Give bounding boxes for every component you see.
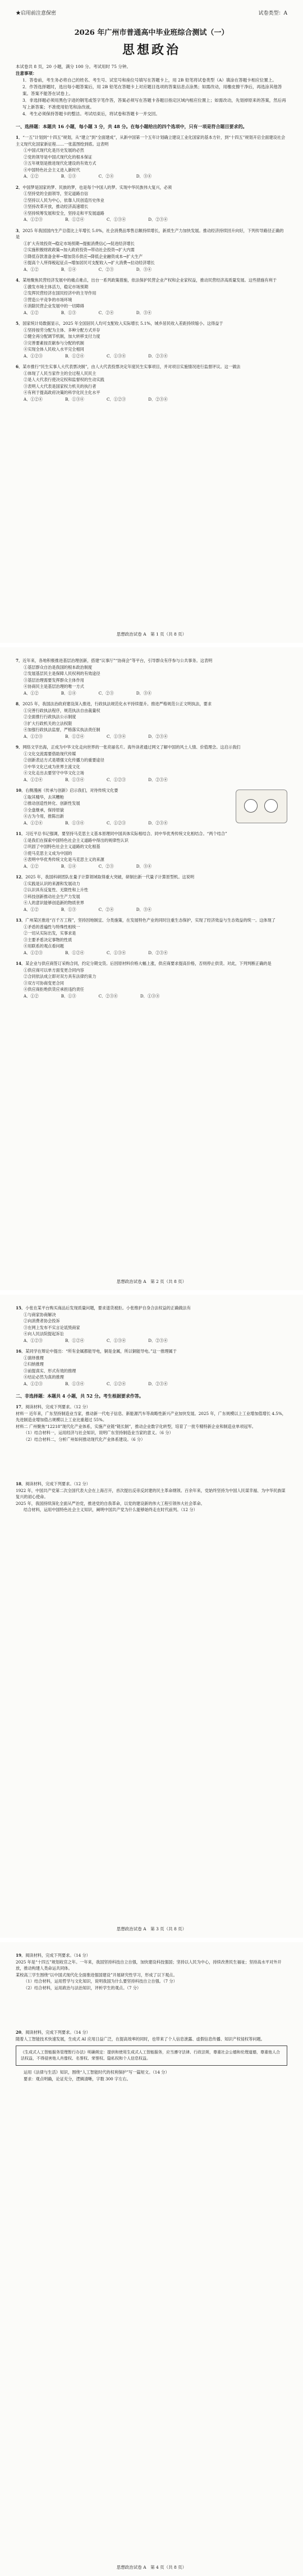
question-option: ④结论必然为真的推理: [24, 1375, 64, 1380]
question-option: ③全盘继承，保持原貌: [24, 807, 64, 813]
question-option: ①是我们在探索中国特色社会主义道路中得出的规律性认识: [24, 837, 128, 843]
question-text: 2025 年我国国内生产总值比上年增长 5.0%，社会消费品零售总额持续增长，新质生产力加快发展。推动经济持续回升向好，下列传导路径正确的是: [16, 228, 284, 239]
notice-item: 1．答卷前，考生务必将自己的姓名、考生号、试室号和座位号填写在答题卡上，用 2B 铅笔将试卷类型（A）填涂在答题卡相应位置上。: [22, 78, 277, 83]
question-text: 某同学在辩论中提出：“所有金属都能导电，铜是金属，所以铜能导电。”这一推理属于: [25, 1349, 177, 1354]
answer-choice: A．①②: [24, 906, 39, 912]
answer-choice: C．②③: [98, 863, 114, 869]
answer-choices: [16, 906, 287, 913]
question-1: [16, 134, 287, 180]
question-number: 5．: [16, 321, 23, 326]
answer-choices: [16, 1337, 287, 1344]
question-option: ①基层群众自治是我国的根本政治制度: [24, 664, 93, 670]
page-footer: 思想政治试卷 A 第 2 页（共 8 页）: [116, 1279, 187, 1284]
answer-choice: C．②③④: [98, 993, 118, 999]
question-option: ④人的意识能够创造新的物质世界: [24, 900, 84, 905]
question-text: 国家统计局数据显示，2025 年全国居民人均可支配收入实际增长 5.1%，城乡居民收入差距持续缩小。这得益于: [22, 321, 223, 326]
question-option: ①实践是认识的来源和发展动力: [24, 881, 80, 886]
question-stem: [16, 874, 287, 881]
essay-heading: [16, 1404, 287, 1411]
section-heading: 二、非选择题：本题共 4 小题，共 52 分。考生根据要求作答。: [16, 1393, 144, 1399]
question-option: ④消除民营企业发展中的一切障碍: [24, 303, 84, 309]
question-15: [16, 1305, 287, 1344]
answer-choice: B．①②④: [65, 1337, 84, 1343]
question-option: ④供应商拒绝供货应承担违约责任: [24, 987, 84, 992]
question-stem: [16, 960, 287, 967]
question-option: ③使马克思主义成为中国的: [24, 850, 72, 856]
question-number: 1．: [16, 135, 23, 140]
question-16: [16, 1348, 287, 1387]
essay-title: 阅读材料，完成下列要求。（14 分）: [25, 1953, 90, 1958]
essay-material: 材料一 近年来，广东坚持制造业当家，推动新一代电子信息、新能源汽车等战略性新兴产业加快发展。2025 年，广东规模以上工业增加值增长 4.5%，先进制造业增加值占规模以上工业比重超过 55%。: [16, 1411, 286, 1422]
essay-question-18: [16, 1481, 287, 1547]
answer-choice: D．②③④: [148, 396, 168, 402]
answer-choice: B．①②④: [65, 353, 84, 359]
question-option: ②党的领导是中国式现代化的根本保证: [24, 154, 93, 160]
question-option: ①坚持党的全面领导，坚定道路自信: [24, 191, 89, 196]
question-option: ③主要矛盾决定事物的性质: [24, 937, 72, 942]
question-6: [16, 364, 287, 402]
question-option: ①演绎推理: [24, 1355, 44, 1360]
answer-choice: B．①④: [61, 266, 76, 272]
notice-item: 3．非选择题必须用黑色字迹的钢笔或签字笔作答，答案必须写在答题卡各题目指定区域内相应位置上；如需改动，先划掉原来的答案，然后再写上新答案；不准使用铅笔和涂改液。: [22, 98, 286, 110]
question-option: ③基层治理需要发挥群众主体作用: [24, 677, 84, 683]
answer-choice: C．②④: [98, 310, 114, 315]
page-footer: 思想政治试卷 A 第 4 页（共 8 页）: [116, 2565, 187, 2570]
question-option: ①中国式现代化是历史发展的必然: [24, 148, 84, 153]
question-stem: [16, 184, 287, 191]
answer-choice: C．①③④: [107, 1337, 126, 1343]
question-option: ①与商家协商解决: [24, 1312, 56, 1317]
question-option: ③在网上发布不实言论诋毁商家: [24, 1325, 80, 1330]
essay-quote-box: 《生成式人工智能服务管理暂行办法》明确规定：提供和使用生成式人工智能服务，应当遵守法律、行政法规，尊重社会公德和伦理道德，尊重他人合法权益，不得侵害他人肖像权、名誉权、荣誉权、隐私权和个人信息权益。: [16, 2046, 287, 2066]
essay-material: 2025 年是“十四五”规划收官之年。一年来，我国坚持科技自立自强，加快建设科技强国；坚持以人民为中心，持续改善民生福祉；坚持高水平对外开放，推动构建人类命运共同体。: [16, 1959, 282, 1971]
answer-choices: [16, 820, 230, 827]
question-option: ②健全再分配调节机制，加大转移支付力度: [24, 334, 100, 339]
essay-task: 结合材料，运用中国特色社会主义知识，阐明中国共产党为什么能够始终走在时代前列。（12 分）: [24, 1507, 198, 1512]
essay-title: 阅读材料，完成下列要求。（14 分）: [25, 2030, 90, 2035]
exam-info: 本试卷共 8 页，20 小题，满分 100 分。考试用时 75 分钟。: [16, 64, 131, 69]
question-option: ②归纳推理: [24, 1362, 44, 1367]
answer-choice: B．①③: [61, 174, 76, 179]
answer-choice: B．①④: [61, 690, 76, 696]
answer-choices: [16, 950, 287, 956]
question-stem: [16, 228, 287, 241]
answer-choice: D．②③④: [148, 1381, 168, 1386]
answer-choice: B．①②④: [65, 950, 84, 955]
question-14: [16, 960, 287, 999]
question-stem: [16, 364, 287, 370]
question-number: 8．: [16, 701, 23, 706]
question-2: [16, 184, 287, 223]
question-3: [16, 228, 287, 273]
question-option: ①供应商可以单方面变更合同内容: [24, 967, 84, 973]
answer-choice: A．①②: [24, 993, 39, 999]
top-line: [16, 9, 287, 16]
essay-heading: [16, 2029, 287, 2036]
question-text: 某市推行“民生实事人大代表票决制”，由人大代表投票决定年度民生实事项目，并对项目实施情况进行监督评议。这一做法: [22, 364, 241, 369]
notice-title: 注意事项：: [16, 71, 37, 76]
essay-task: （2）结合材料二，分析广州如何推动现代化产业体系建设。（6 分）: [24, 1436, 145, 1442]
answer-choice: C．①③④: [107, 950, 126, 955]
question-stem: [16, 744, 287, 751]
essay-title: 阅读材料，完成下列要求。（12 分）: [25, 1481, 90, 1486]
answer-choices: [16, 266, 287, 273]
answer-choice: B．①②④: [65, 733, 84, 739]
question-text: 某地聚焦民营经济发展中的痛点难点，出台一系列政策措施，依法保护民营企业产权和企业家权益，推动民营经济高质量发展。这些措施有利于: [22, 278, 277, 283]
question-text: 网络文学出海，正成为中华文化走向世界的一张亮丽名片。海外读者通过网文了解中国的风土人情、价值理念。这启示我们: [22, 745, 241, 750]
question-option: ④提高个人所得税起征点→增加居民可支配收入→扩大消费→拉动经济增长: [24, 260, 155, 265]
answer-choice: D．②③④: [148, 217, 168, 222]
answer-choice: D．③④: [136, 690, 152, 696]
question-option: ②合同依法成立即对双方具有法律约束力: [24, 974, 97, 979]
answer-choice: C．②④: [98, 906, 114, 912]
answer-choice: A．①②: [24, 310, 39, 315]
question-option: ③扩大行政机关的立法权限: [24, 720, 72, 726]
question-option: ①体现了人民当家作主的全过程人民民主: [24, 370, 97, 376]
answer-choices: [16, 993, 287, 1000]
question-option: ①完善行政执法程序，规范执法自由裁量权: [24, 708, 100, 713]
answer-choices: [16, 733, 287, 740]
question-option: ④用联系的观点看问题: [24, 944, 64, 949]
question-text: 某企业与供应商签订采购合同，约定分期交货。后因原材料价格大幅上涨，供应商要求提高价格，否则停止供货。对此，下列判断正确的是: [25, 961, 272, 966]
answer-choice: B．①②④: [65, 217, 84, 222]
question-option: ③降低存款准备金率→增加货币供应→降低企业融资成本→扩大生产: [24, 253, 143, 259]
answer-choice: A．①②④: [24, 396, 43, 402]
answer-choice: C．①②④: [107, 1381, 126, 1386]
question-option: ②发挥民营经济在国民经济中的主导作用: [24, 291, 97, 296]
cartoon-figure-icon: [244, 799, 258, 813]
question-option: ②坚持以人民为中心，依靠人民创造历史伟业: [24, 197, 104, 203]
question-option: ④文化走出去要坚守中华文化立场: [24, 770, 84, 775]
question-option: ③营造公平竞争的市场环境: [24, 297, 72, 302]
answer-choice: D．③④: [136, 906, 152, 912]
essay-title: 阅读材料，完成下列要求。（12 分）: [25, 1404, 90, 1409]
answer-choice: D．③④: [136, 863, 152, 869]
answer-choice: C．①③④: [107, 353, 126, 359]
question-option: ④实现全体人民收入水平完全相同: [24, 347, 84, 352]
essay-heading: [16, 1481, 287, 1487]
question-number: 2．: [16, 184, 23, 190]
answer-choice: D．②③④: [148, 353, 168, 359]
page-2: [0, 647, 303, 1290]
question-stem: [16, 657, 287, 664]
question-text: 中国梦是国家的梦、民族的梦，也是每个中国人的梦。实现中华民族伟大复兴，必须: [22, 184, 172, 190]
exam-title: 2026 年广州市普通高中毕业班综合测试（一）: [74, 29, 229, 37]
page-footer: 思想政治试卷 A 第 3 页（共 8 页）: [116, 1926, 187, 1931]
question-option: ④表明中华优秀传统文化是马克思主义的来源: [24, 857, 104, 862]
answer-choices: [16, 1381, 287, 1387]
question-option: ④协商民主是基层治理的唯一方式: [24, 684, 84, 689]
paper-type: 试卷类型：A: [258, 11, 287, 16]
question-number: 12．: [16, 874, 26, 879]
question-number: 9．: [16, 745, 23, 750]
question-option: ③中华文化已成为世界主流文化: [24, 764, 80, 769]
answer-choice: C．②④: [98, 174, 114, 179]
notice-item: 4．考生必须保持答题卡的整洁。考试结束后，将试卷和答题卡一并交回。: [22, 111, 160, 116]
question-13: [16, 917, 287, 956]
answer-space: [16, 1513, 287, 1547]
question-number: 4．: [16, 278, 23, 283]
essay-task: （1）结合材料一，运用经济与社会知识，说明广东坚持制造业当家的意义。（6 分）: [24, 1430, 173, 1435]
answer-choice: D．①③④: [140, 993, 160, 999]
question-option: ①扩大有效投资→稳定市场预期→提振消费信心→促进经济增长: [24, 241, 135, 246]
question-number: 17．: [16, 1404, 26, 1409]
question-number: 6．: [16, 364, 23, 369]
answer-choice: C．②③: [98, 266, 114, 272]
answer-choice: A．①②③: [24, 950, 43, 955]
question-number: 3．: [16, 228, 23, 233]
question-number: 7．: [16, 658, 23, 663]
answer-choice: B．①③④: [65, 820, 84, 826]
question-4: [16, 277, 287, 316]
question-7: [16, 657, 287, 696]
answer-choices: [16, 690, 287, 697]
page-3: [0, 1295, 303, 1938]
essay-task: 要求：观点明确，论证充分，逻辑清晰，字数 300 字左右。: [24, 2076, 131, 2081]
question-number: 14．: [16, 961, 26, 966]
answer-choice: A．①②③: [24, 733, 43, 739]
answer-choice: A．①②③: [24, 1337, 43, 1343]
question-option: ②认识具有反复性、无限性和上升性: [24, 887, 89, 892]
question-option: ③完善要素按贡献参与分配的机制: [24, 340, 84, 346]
question-option: ③前提真实、形式有效的推理: [24, 1368, 76, 1373]
question-option: ②发展基层民主是保障人民权利的有效途径: [24, 671, 100, 676]
question-text: 广州某区推进“百千万工程”，坚持因地制宜、分类施策，在发展特色产业的同时注重生态保护，实现了经济效益与生态效益的统一。这体现了: [25, 918, 276, 923]
answer-choice: A．①②③: [24, 217, 43, 222]
essay-question-19: [16, 1952, 287, 2025]
question-option: ③表明人大代表是国家权力机关的执行者: [24, 383, 97, 389]
answer-choice: B．①③④: [65, 777, 84, 782]
answer-choice: D．②③④: [148, 820, 168, 826]
subject-title: 思想政治: [122, 43, 181, 57]
question-option: ②一切从实际出发，实事求是: [24, 931, 76, 936]
question-option: ③五年规划是推进现代化建设的有效方式: [24, 161, 97, 166]
question-11: [16, 831, 287, 869]
question-8: [16, 701, 287, 740]
answer-choice: B．①③④: [65, 396, 84, 402]
answer-choice: D．③④: [136, 174, 152, 179]
section-heading: 一、选择题：本题共 16 小题，每小题 3 分，共 48 分。在每小题给出的四个选项中，只有一项是符合题目要求的。: [16, 124, 247, 129]
answer-choices: [16, 777, 287, 783]
question-9: [16, 744, 287, 783]
answer-choices: [16, 863, 287, 870]
answer-choice: B．①③: [61, 906, 76, 912]
essay-question-20: [16, 2029, 287, 2116]
answer-choice: C．①③④: [107, 217, 126, 222]
question-text: 小张在某平台购买商品后发现质量问题，要求退货被拒。小张维护自身合法权益的正确做法有: [25, 1305, 191, 1310]
answer-choice: D．③④: [136, 266, 152, 272]
answer-choices: [16, 173, 287, 180]
question-12: [16, 874, 287, 913]
question-stem: [16, 917, 287, 924]
page-footer: 思想政治试卷 A 第 1 页（共 8 页）: [116, 632, 187, 637]
question-text: 2025 年，我国科研团队在量子计算领域取得重大突破，研制出新一代量子计算原型机。这说明: [25, 874, 195, 879]
question-option: ②向消费者协会投诉: [24, 1318, 60, 1323]
question-number: 10．: [16, 788, 26, 793]
answer-choice: A．①②③: [24, 353, 43, 359]
essay-task: 运用《法律与生活》知识，围绕“人工智能时代的权利保护”写一篇短文。（14 分）: [24, 2070, 169, 2075]
essay-question-17: [16, 1404, 287, 1476]
essay-task: （2）结合材料，运用政治与法治知识，评析学生的观点。（7 分）: [24, 1985, 141, 1990]
question-stem: [16, 831, 287, 837]
question-option: ①激发市场主体活力，稳定市场预期: [24, 284, 89, 289]
answer-choice: D．②③④: [148, 733, 168, 739]
answer-choice: C．①②③: [107, 777, 126, 782]
question-number: 16．: [16, 1349, 26, 1354]
page-4: [0, 1942, 303, 2576]
answer-choices: [16, 216, 287, 223]
essay-task: （1）结合材料，运用哲学与文化知识，说明我国为什么要坚持科技自立自强。（7 分）: [24, 1979, 177, 1984]
question-option: ④古为今用，推陈出新: [24, 814, 64, 819]
question-option: ②创新表达方式是增强文化传播力的重要途径: [24, 758, 104, 763]
cartoon-figure-icon: [264, 799, 278, 813]
question-text: 近年来，各地积极推进基层治理创新，搭建“议事厅”“协商会”等平台，引导群众有序参与公共事务。这表明: [22, 658, 213, 663]
notice-item: 2．作答选择题时，选出每小题答案后，用 2B 铅笔在答题卡上对应题目选项的答案信息点涂黑；如需改动，用橡皮擦干净后，再选涂其他答案。答案不能答在试卷上。: [22, 84, 282, 96]
question-option: ②推动创造性转化、创新性发展: [24, 801, 80, 806]
question-option: ①取其精华，去其糟粕: [24, 794, 64, 800]
answer-choice: C．②③: [98, 690, 114, 696]
answer-choices: [16, 353, 287, 360]
question-number: 18．: [16, 1481, 26, 1486]
answer-choice: A．①②: [24, 174, 39, 179]
question-text: 2025 年，我国法治政府建设深入推进，行政执法规范化水平持续提升。推进严格规范公正文明执法，要求: [22, 701, 212, 706]
question-number: 11．: [16, 831, 26, 836]
question-option: ②实施积极财政政策→加大政府投资→带动社会投资→扩大内需: [24, 247, 135, 252]
essay-material: 1922 年，中国共产党第二次全国代表大会在上海召开，首次提出反帝反封建的民主革命纲领。百余年来，党始终坚持为中国人民谋幸福、为中华民族谋复兴的初心使命。: [16, 1487, 286, 1499]
question-stem: [16, 1305, 287, 1312]
question-option: ④坚持统筹发展和安全，坚持走和平发展道路: [24, 210, 104, 216]
question-option: ④中国特色社会主义进入新时代: [24, 167, 80, 173]
question-text: 右侧漫画《传承与创新》启示我们，对待传统文化要: [25, 788, 118, 793]
question-stem: [16, 277, 287, 284]
answer-choice: D．②③④: [148, 950, 168, 955]
essay-material: 随着人工智能技术快速发展，生成式 AI 应用日益广泛，在提高效率的同时，也带来了个人信息泄露、虚假信息传播、知识产权侵权等问题。: [16, 2036, 265, 2042]
answer-choice: D．②③④: [148, 1337, 168, 1343]
question-stem: [16, 701, 287, 708]
question-option: ①矛盾的普遍性与特殊性相统一: [24, 924, 80, 929]
question-option: ④有利于提高政府决策的科学化民主化水平: [24, 390, 100, 395]
question-option: ③科技创新推动社会生产力发展: [24, 894, 80, 899]
answer-choice: A．①②④: [24, 820, 43, 826]
question-number: 13．: [16, 918, 26, 923]
cartoon-image: [236, 790, 287, 823]
page-1: [0, 0, 303, 643]
essay-material: 某校高三学生围绕“以中国式现代化全面推进强国建设”开展研究性学习，形成了以下观点。: [16, 1972, 177, 1978]
question-option: ①坚持按劳分配为主体、多种分配方式并存: [24, 327, 100, 333]
question-option: ④加强行政执法监督，严格落实执法责任制: [24, 727, 100, 732]
answer-space: [16, 1991, 287, 2025]
essay-heading: [16, 1952, 287, 1959]
question-10: [16, 787, 287, 826]
answer-choice: B．①④: [61, 863, 76, 869]
question-number: 19．: [16, 1953, 26, 1958]
question-number: 20．: [16, 2030, 26, 2035]
question-5: [16, 320, 287, 359]
answer-choice: B．①③: [61, 310, 76, 315]
question-stem: [16, 320, 287, 327]
confidential-mark: ★启用前注意保密: [16, 11, 57, 16]
answer-choice: A．①②: [24, 266, 39, 272]
question-stem: [16, 1348, 287, 1355]
question-number: 15．: [16, 1305, 26, 1310]
answer-choice: A．①②④: [24, 777, 43, 782]
answer-choice: A．①②: [24, 863, 39, 869]
question-text: “一五”计划到“十四五”规划，从“建立”到“全面建成”，从新中国第一个五年计划确立建设工业化国家的基本方针，到“十四五”规划开启全面建设社会主义现代化国家新征程……一张蓝图绘到底。这表明: [16, 135, 286, 147]
answer-choice: A．①②③: [24, 1381, 43, 1386]
question-option: ①文化交流需要借助现代传媒: [24, 751, 76, 756]
question-option: ④向人民法院提起诉讼: [24, 1331, 64, 1336]
answer-choice: A．①②: [24, 690, 39, 696]
answer-choices: [16, 396, 287, 403]
question-option: ②全面推行行政执法公示制度: [24, 714, 76, 719]
question-option: ③双方可协商变更合同: [24, 980, 64, 986]
essay-material: 2025 年，我国持续深化全面从严治党，推进党的自我革命，以党的建设新的伟大工程引领伟大社会革命。: [16, 1500, 205, 1506]
answer-space: [16, 1443, 287, 1476]
answer-choice: D．③④: [136, 310, 152, 315]
question-option: ②巩固了中国特色社会主义道路的文化根基: [24, 844, 100, 849]
answer-choice: B．①③: [61, 993, 76, 999]
answer-choice: D．②③④: [148, 777, 168, 782]
essay-material: 材料二 广州聚焦“12218”现代化产业体系，实施产业链“链长制”，推动企业数字化转型，培育了一批专精特新企业和制造业单项冠军。: [16, 1423, 256, 1429]
answer-space: [16, 2082, 287, 2116]
question-stem: [16, 134, 287, 147]
answer-choice: C．①②③: [107, 820, 126, 826]
answer-choice: B．①③④: [65, 1381, 84, 1386]
answer-choice: C．①②③: [107, 396, 126, 402]
question-option: ②是人大代表行使决定权和监督权的生动实践: [24, 377, 104, 382]
answer-choices: [16, 310, 287, 316]
question-option: ③坚持改革开放，推动经济高速增长: [24, 204, 89, 209]
question-text: 习近平总书记强调，要坚持马克思主义基本原理同中国具体实际相结合、同中华优秀传统文化相结合。“两个结合”: [25, 831, 227, 836]
answer-choice: C．①③④: [107, 733, 126, 739]
